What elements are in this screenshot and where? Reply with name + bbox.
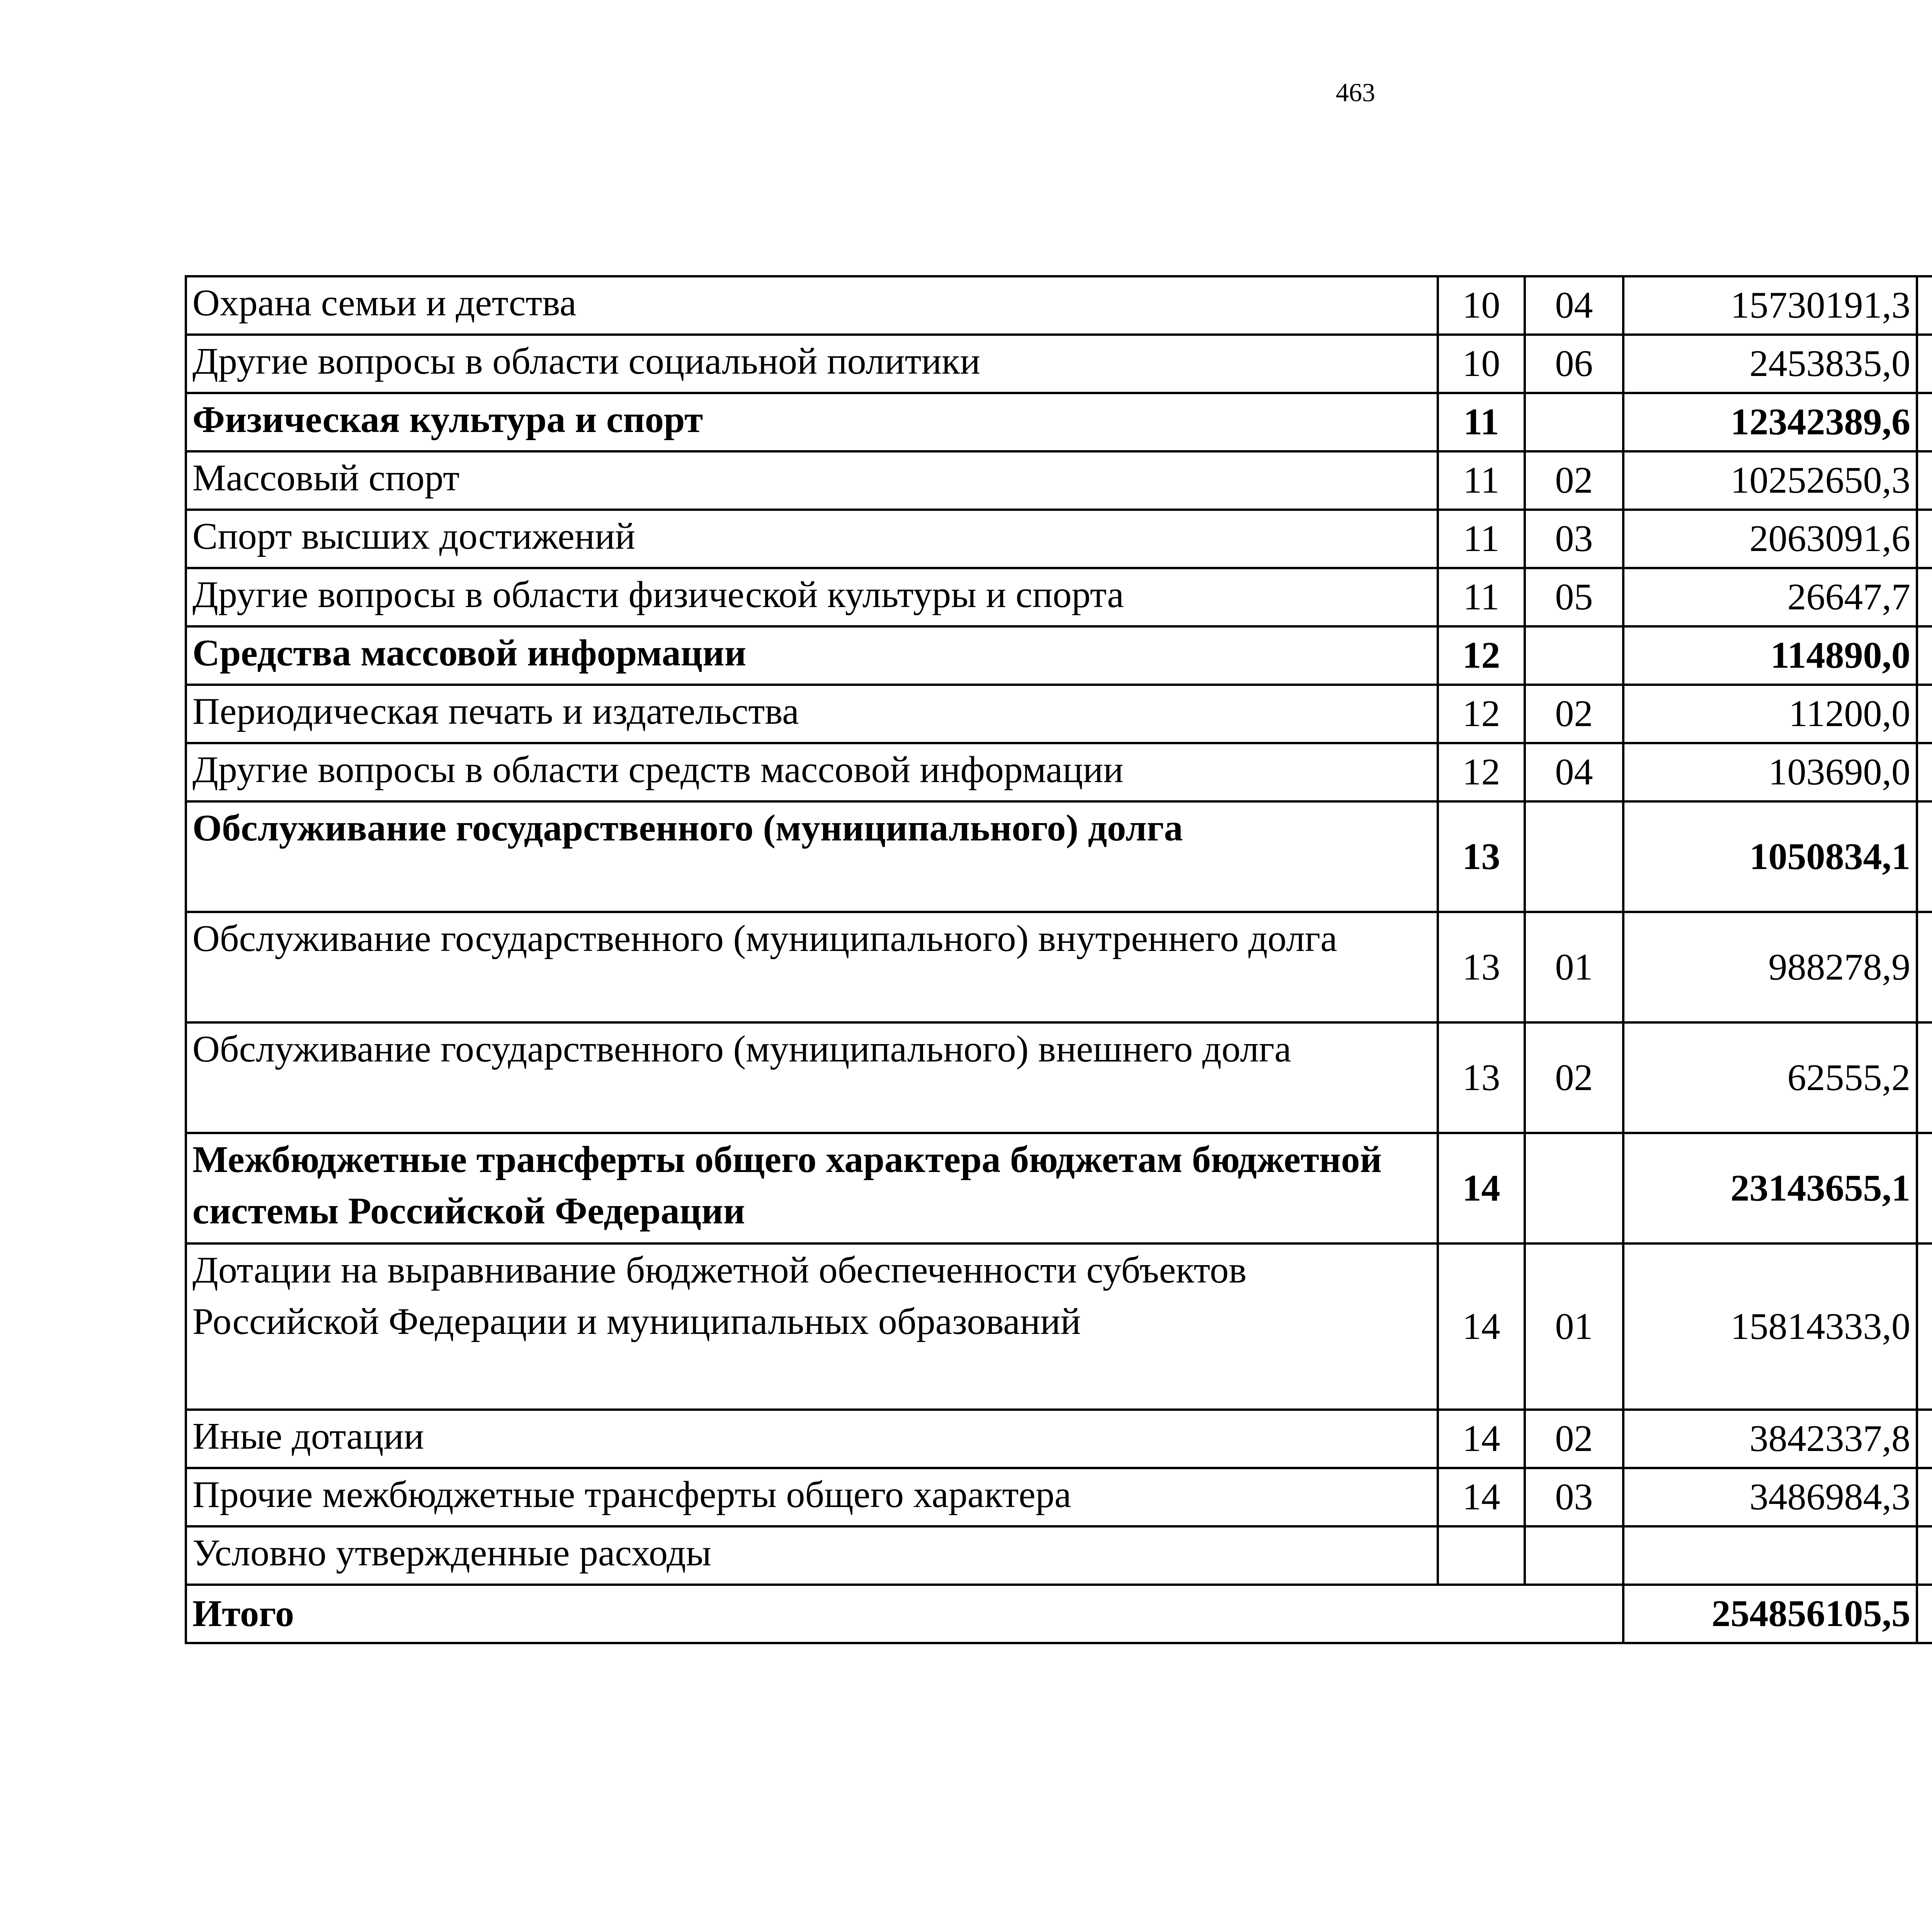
row-section-code: 13 bbox=[1438, 1022, 1525, 1133]
table-row bbox=[186, 1410, 1932, 1468]
row-subsection-code: 01 bbox=[1525, 912, 1623, 1022]
row-section-code bbox=[1438, 1526, 1525, 1585]
row-value-1: 23143655,1 bbox=[1623, 1133, 1917, 1243]
budget-table bbox=[185, 275, 1932, 1644]
row-subsection-code: 02 bbox=[1525, 1022, 1623, 1133]
row-value-2 bbox=[1917, 510, 1932, 568]
row-name: Дотации на выравнивание бюджетной обеспеченности субъектов Российской Федерации и муниципальных образований bbox=[186, 1243, 1438, 1410]
row-section-code: 11 bbox=[1438, 510, 1525, 568]
row-value-2 bbox=[1917, 626, 1932, 685]
row-value-1: 15814333,0 bbox=[1623, 1243, 1917, 1410]
table-row bbox=[186, 685, 1932, 743]
row-value-2 bbox=[1917, 1243, 1932, 1410]
row-value-1: 15730191,3 bbox=[1623, 276, 1917, 335]
row-section-code: 10 bbox=[1438, 335, 1525, 393]
row-value-1: 26647,7 bbox=[1623, 568, 1917, 626]
row-value-2 bbox=[1917, 393, 1932, 451]
row-subsection-code bbox=[1525, 1526, 1623, 1585]
row-subsection-code bbox=[1525, 626, 1623, 685]
table-row bbox=[186, 801, 1932, 912]
table-row bbox=[186, 276, 1932, 335]
row-section-code: 12 bbox=[1438, 685, 1525, 743]
row-value-1: 114890,0 bbox=[1623, 626, 1917, 685]
budget-table-body bbox=[186, 276, 1932, 1585]
total-label: Итого bbox=[186, 1585, 1623, 1643]
total-value-1: 254856105,5 bbox=[1623, 1585, 1917, 1643]
row-subsection-code: 02 bbox=[1525, 1410, 1623, 1468]
row-name: Другие вопросы в области социальной политики bbox=[186, 335, 1438, 393]
row-subsection-code bbox=[1525, 1133, 1623, 1243]
row-name: Средства массовой информации bbox=[186, 626, 1438, 685]
table-row bbox=[186, 393, 1932, 451]
table-row bbox=[186, 1526, 1932, 1585]
row-name: Иные дотации bbox=[186, 1410, 1438, 1468]
row-value-2 bbox=[1917, 335, 1932, 393]
table-row bbox=[186, 335, 1932, 393]
row-value-1: 3842337,8 bbox=[1623, 1410, 1917, 1468]
row-value-2 bbox=[1917, 1133, 1932, 1243]
row-name: Охрана семьи и детства bbox=[186, 276, 1438, 335]
row-section-code: 12 bbox=[1438, 743, 1525, 801]
row-value-1: 3486984,3 bbox=[1623, 1468, 1917, 1526]
row-subsection-code: 06 bbox=[1525, 335, 1623, 393]
row-name: Другие вопросы в области физической культуры и спорта bbox=[186, 568, 1438, 626]
row-section-code: 14 bbox=[1438, 1243, 1525, 1410]
row-value-1: 10252650,3 bbox=[1623, 451, 1917, 510]
row-section-code: 11 bbox=[1438, 568, 1525, 626]
table-row bbox=[186, 568, 1932, 626]
row-subsection-code bbox=[1525, 801, 1623, 912]
row-name: Массовый спорт bbox=[186, 451, 1438, 510]
table-row bbox=[186, 1243, 1932, 1410]
row-value-1 bbox=[1623, 1526, 1917, 1585]
table-row bbox=[186, 626, 1932, 685]
row-subsection-code: 02 bbox=[1525, 685, 1623, 743]
row-name: Физическая культура и спорт bbox=[186, 393, 1438, 451]
row-subsection-code bbox=[1525, 393, 1623, 451]
row-value-1: 12342389,6 bbox=[1623, 393, 1917, 451]
row-section-code: 13 bbox=[1438, 801, 1525, 912]
row-value-1: 2453835,0 bbox=[1623, 335, 1917, 393]
row-value-2 bbox=[1917, 912, 1932, 1022]
row-section-code: 10 bbox=[1438, 276, 1525, 335]
row-value-2 bbox=[1917, 568, 1932, 626]
row-name: Условно утвержденные расходы bbox=[186, 1526, 1438, 1585]
row-value-1: 62555,2 bbox=[1623, 1022, 1917, 1133]
row-value-1: 11200,0 bbox=[1623, 685, 1917, 743]
page-number: 463 bbox=[1336, 78, 1375, 107]
row-name: Обслуживание государственного (муниципального) долга bbox=[186, 801, 1438, 912]
table-row bbox=[186, 1133, 1932, 1243]
row-name: Межбюджетные трансферты общего характера бюджетам бюджетной системы Российской Федерации bbox=[186, 1133, 1438, 1243]
row-value-1: 103690,0 bbox=[1623, 743, 1917, 801]
row-value-2 bbox=[1917, 1022, 1932, 1133]
row-name: Спорт высших достижений bbox=[186, 510, 1438, 568]
row-name: Периодическая печать и издательства bbox=[186, 685, 1438, 743]
table-row bbox=[186, 912, 1932, 1022]
table-row bbox=[186, 510, 1932, 568]
total-row bbox=[186, 1585, 1932, 1643]
row-value-2 bbox=[1917, 1526, 1932, 1585]
row-value-2 bbox=[1917, 276, 1932, 335]
row-name: Обслуживание государственного (муниципального) внутреннего долга bbox=[186, 912, 1438, 1022]
row-value-1: 988278,9 bbox=[1623, 912, 1917, 1022]
table-row bbox=[186, 1022, 1932, 1133]
row-value-2 bbox=[1917, 801, 1932, 912]
row-value-2 bbox=[1917, 685, 1932, 743]
row-subsection-code: 02 bbox=[1525, 451, 1623, 510]
row-subsection-code: 01 bbox=[1525, 1243, 1623, 1410]
row-name: Прочие межбюджетные трансферты общего характера bbox=[186, 1468, 1438, 1526]
row-subsection-code: 05 bbox=[1525, 568, 1623, 626]
row-section-code: 11 bbox=[1438, 393, 1525, 451]
row-value-2 bbox=[1917, 451, 1932, 510]
row-section-code: 11 bbox=[1438, 451, 1525, 510]
row-name: Обслуживание государственного (муниципального) внешнего долга bbox=[186, 1022, 1438, 1133]
table-row bbox=[186, 1468, 1932, 1526]
row-section-code: 13 bbox=[1438, 912, 1525, 1022]
total-value-2 bbox=[1917, 1585, 1932, 1643]
row-section-code: 14 bbox=[1438, 1133, 1525, 1243]
row-subsection-code: 03 bbox=[1525, 510, 1623, 568]
row-subsection-code: 04 bbox=[1525, 743, 1623, 801]
row-value-2 bbox=[1917, 1410, 1932, 1468]
row-value-1: 1050834,1 bbox=[1623, 801, 1917, 912]
row-subsection-code: 03 bbox=[1525, 1468, 1623, 1526]
row-value-2 bbox=[1917, 1468, 1932, 1526]
row-section-code: 12 bbox=[1438, 626, 1525, 685]
row-name: Другие вопросы в области средств массовой информации bbox=[186, 743, 1438, 801]
row-section-code: 14 bbox=[1438, 1468, 1525, 1526]
row-value-2 bbox=[1917, 743, 1932, 801]
row-section-code: 14 bbox=[1438, 1410, 1525, 1468]
row-value-1: 2063091,6 bbox=[1623, 510, 1917, 568]
table-row bbox=[186, 743, 1932, 801]
row-subsection-code: 04 bbox=[1525, 276, 1623, 335]
table-row bbox=[186, 451, 1932, 510]
